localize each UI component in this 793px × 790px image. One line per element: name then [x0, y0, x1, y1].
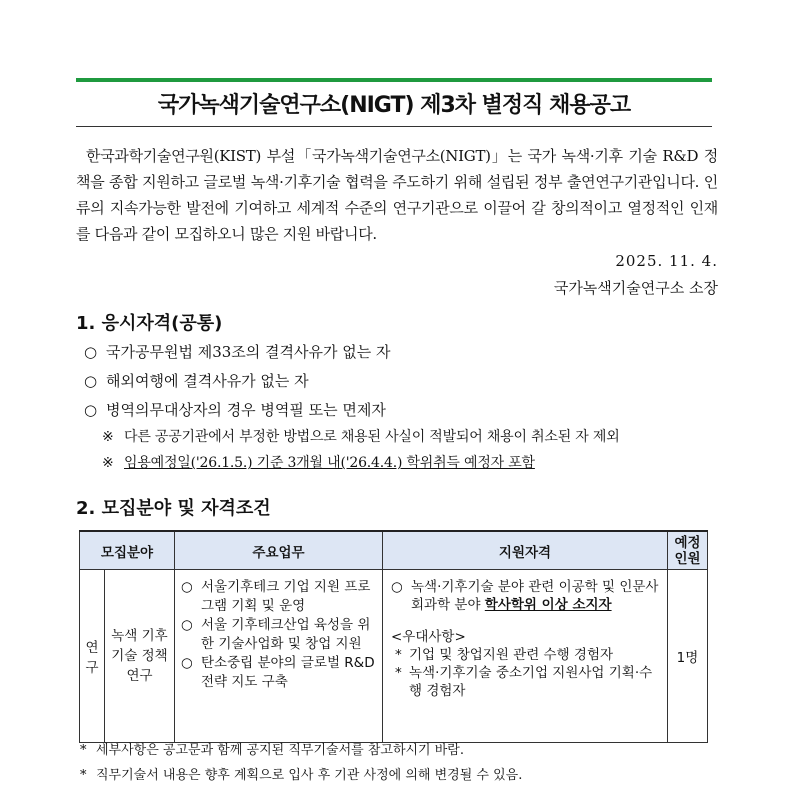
- title-bottom-rule: [76, 126, 712, 127]
- preference-item: * 녹색·기후기술 중소기업 지원사업 기획·수행 경험자: [395, 665, 653, 699]
- duty-item: ○ 서울기후테크 기업 지원 프로그램 기획 및 운영: [181, 579, 371, 614]
- intro-text: 한국과학기술연구원(KIST) 부설「국가녹색기술연구소(NIGT)」는 국가 녹색·기후 기술 R&D 정책을 종합 지원하고 글로벌 녹색·기후기술 협력을 주도하기 위해 설립된 정부 출연연구기관입니다. 인류의 지속가능한 발전에 기여하고 세계적 수준의 연구기관으로 이끌어 갈 창의적이고 열정적인 인재를 다음과 같이 모집하오니 많은 지원 바랍니다.: [76, 147, 718, 243]
- duty-item: ○ 서울 기후테크산업 육성을 위한 기술사업화 및 창업 지원: [181, 617, 371, 652]
- field-cell: [80, 570, 175, 743]
- asterisk-icon: *: [395, 647, 402, 663]
- footnote-item: * 세부사항은 공고문과 함께 공지된 직무기술서를 참고하시기 바람.: [80, 738, 720, 763]
- asterisk-icon: *: [80, 743, 87, 758]
- qualification-notes: [102, 424, 742, 476]
- preference-title: <우대사항>: [391, 629, 466, 645]
- circle-bullet-icon: ○: [181, 655, 193, 671]
- note-item: ※ 다른 공공기관에서 부정한 방법으로 채용된 사실이 적발되어 채용이 취소된 자 제외: [102, 424, 742, 450]
- circle-bullet-icon: ○: [84, 372, 98, 390]
- duties-cell: [175, 570, 383, 743]
- circle-bullet-icon: ○: [181, 579, 193, 595]
- preference-item: * 기업 및 창업지원 관련 수행 경험자: [395, 647, 614, 663]
- asterisk-icon: *: [80, 768, 87, 783]
- recruitment-table: [79, 530, 708, 743]
- header-count: 예정 인원: [668, 531, 708, 570]
- header-duties: 주요업무: [175, 531, 383, 570]
- circle-bullet-icon: ○: [84, 343, 98, 361]
- asterisk-icon: *: [395, 665, 402, 681]
- section-1-title: 1. 응시자격(공통): [76, 313, 223, 334]
- header-requirements: 지원자격: [383, 531, 668, 570]
- notice-date: 2025. 11. 4.: [615, 252, 718, 270]
- count-cell: 1명: [668, 570, 708, 743]
- intro-paragraph: [76, 143, 718, 247]
- header-field: 모집분야: [80, 531, 175, 570]
- page-title: 국가녹색기술연구소(NIGT) 제3차 별정직 채용공고: [157, 93, 631, 118]
- circle-bullet-icon: ○: [391, 579, 403, 595]
- table-header-row: [80, 531, 708, 570]
- footnote-item: * 직무기술서 내용은 향후 계획으로 입사 후 기관 사정에 의해 변경될 수 있음.: [80, 763, 720, 788]
- qualification-item: ○ 병역의무대상자의 경우 병역필 또는 면제자: [84, 396, 724, 425]
- reference-mark-icon: ※: [102, 429, 114, 445]
- qualification-list: [84, 338, 724, 425]
- circle-bullet-icon: ○: [84, 401, 98, 419]
- qualification-item: ○ 국가공무원법 제33조의 결격사유가 없는 자: [84, 338, 724, 367]
- note-item: ※ 임용예정일('26.1.5.) 기준 3개월 내('26.4.4.) 학위취득 예정자 포함: [102, 450, 742, 476]
- duty-item: ○ 탄소중립 분야의 글로벌 R&D 전략 지도 구축: [181, 655, 375, 690]
- table-row: [80, 570, 708, 743]
- degree-requirement: 학사학위 이상 소지자: [484, 597, 612, 613]
- reference-mark-icon: ※: [102, 455, 114, 471]
- category-cell: 연구: [80, 570, 105, 742]
- title-top-rule: [76, 78, 712, 82]
- requirements-cell: [383, 570, 668, 743]
- qualification-item: ○ 해외여행에 결격사유가 없는 자: [84, 367, 724, 396]
- circle-bullet-icon: ○: [181, 617, 193, 633]
- requirement-item: ○ 녹색·기후기술 분야 관련 이공학 및 인문사회과학 분야 학사학위 이상 소지자: [391, 579, 659, 613]
- footnotes: [80, 738, 720, 788]
- field-name: 녹색 기후기술 정책연구: [111, 628, 168, 684]
- section-2-title: 2. 모집분야 및 자격조건: [76, 498, 271, 519]
- notice-signer: 국가녹색기술연구소 소장: [553, 279, 718, 297]
